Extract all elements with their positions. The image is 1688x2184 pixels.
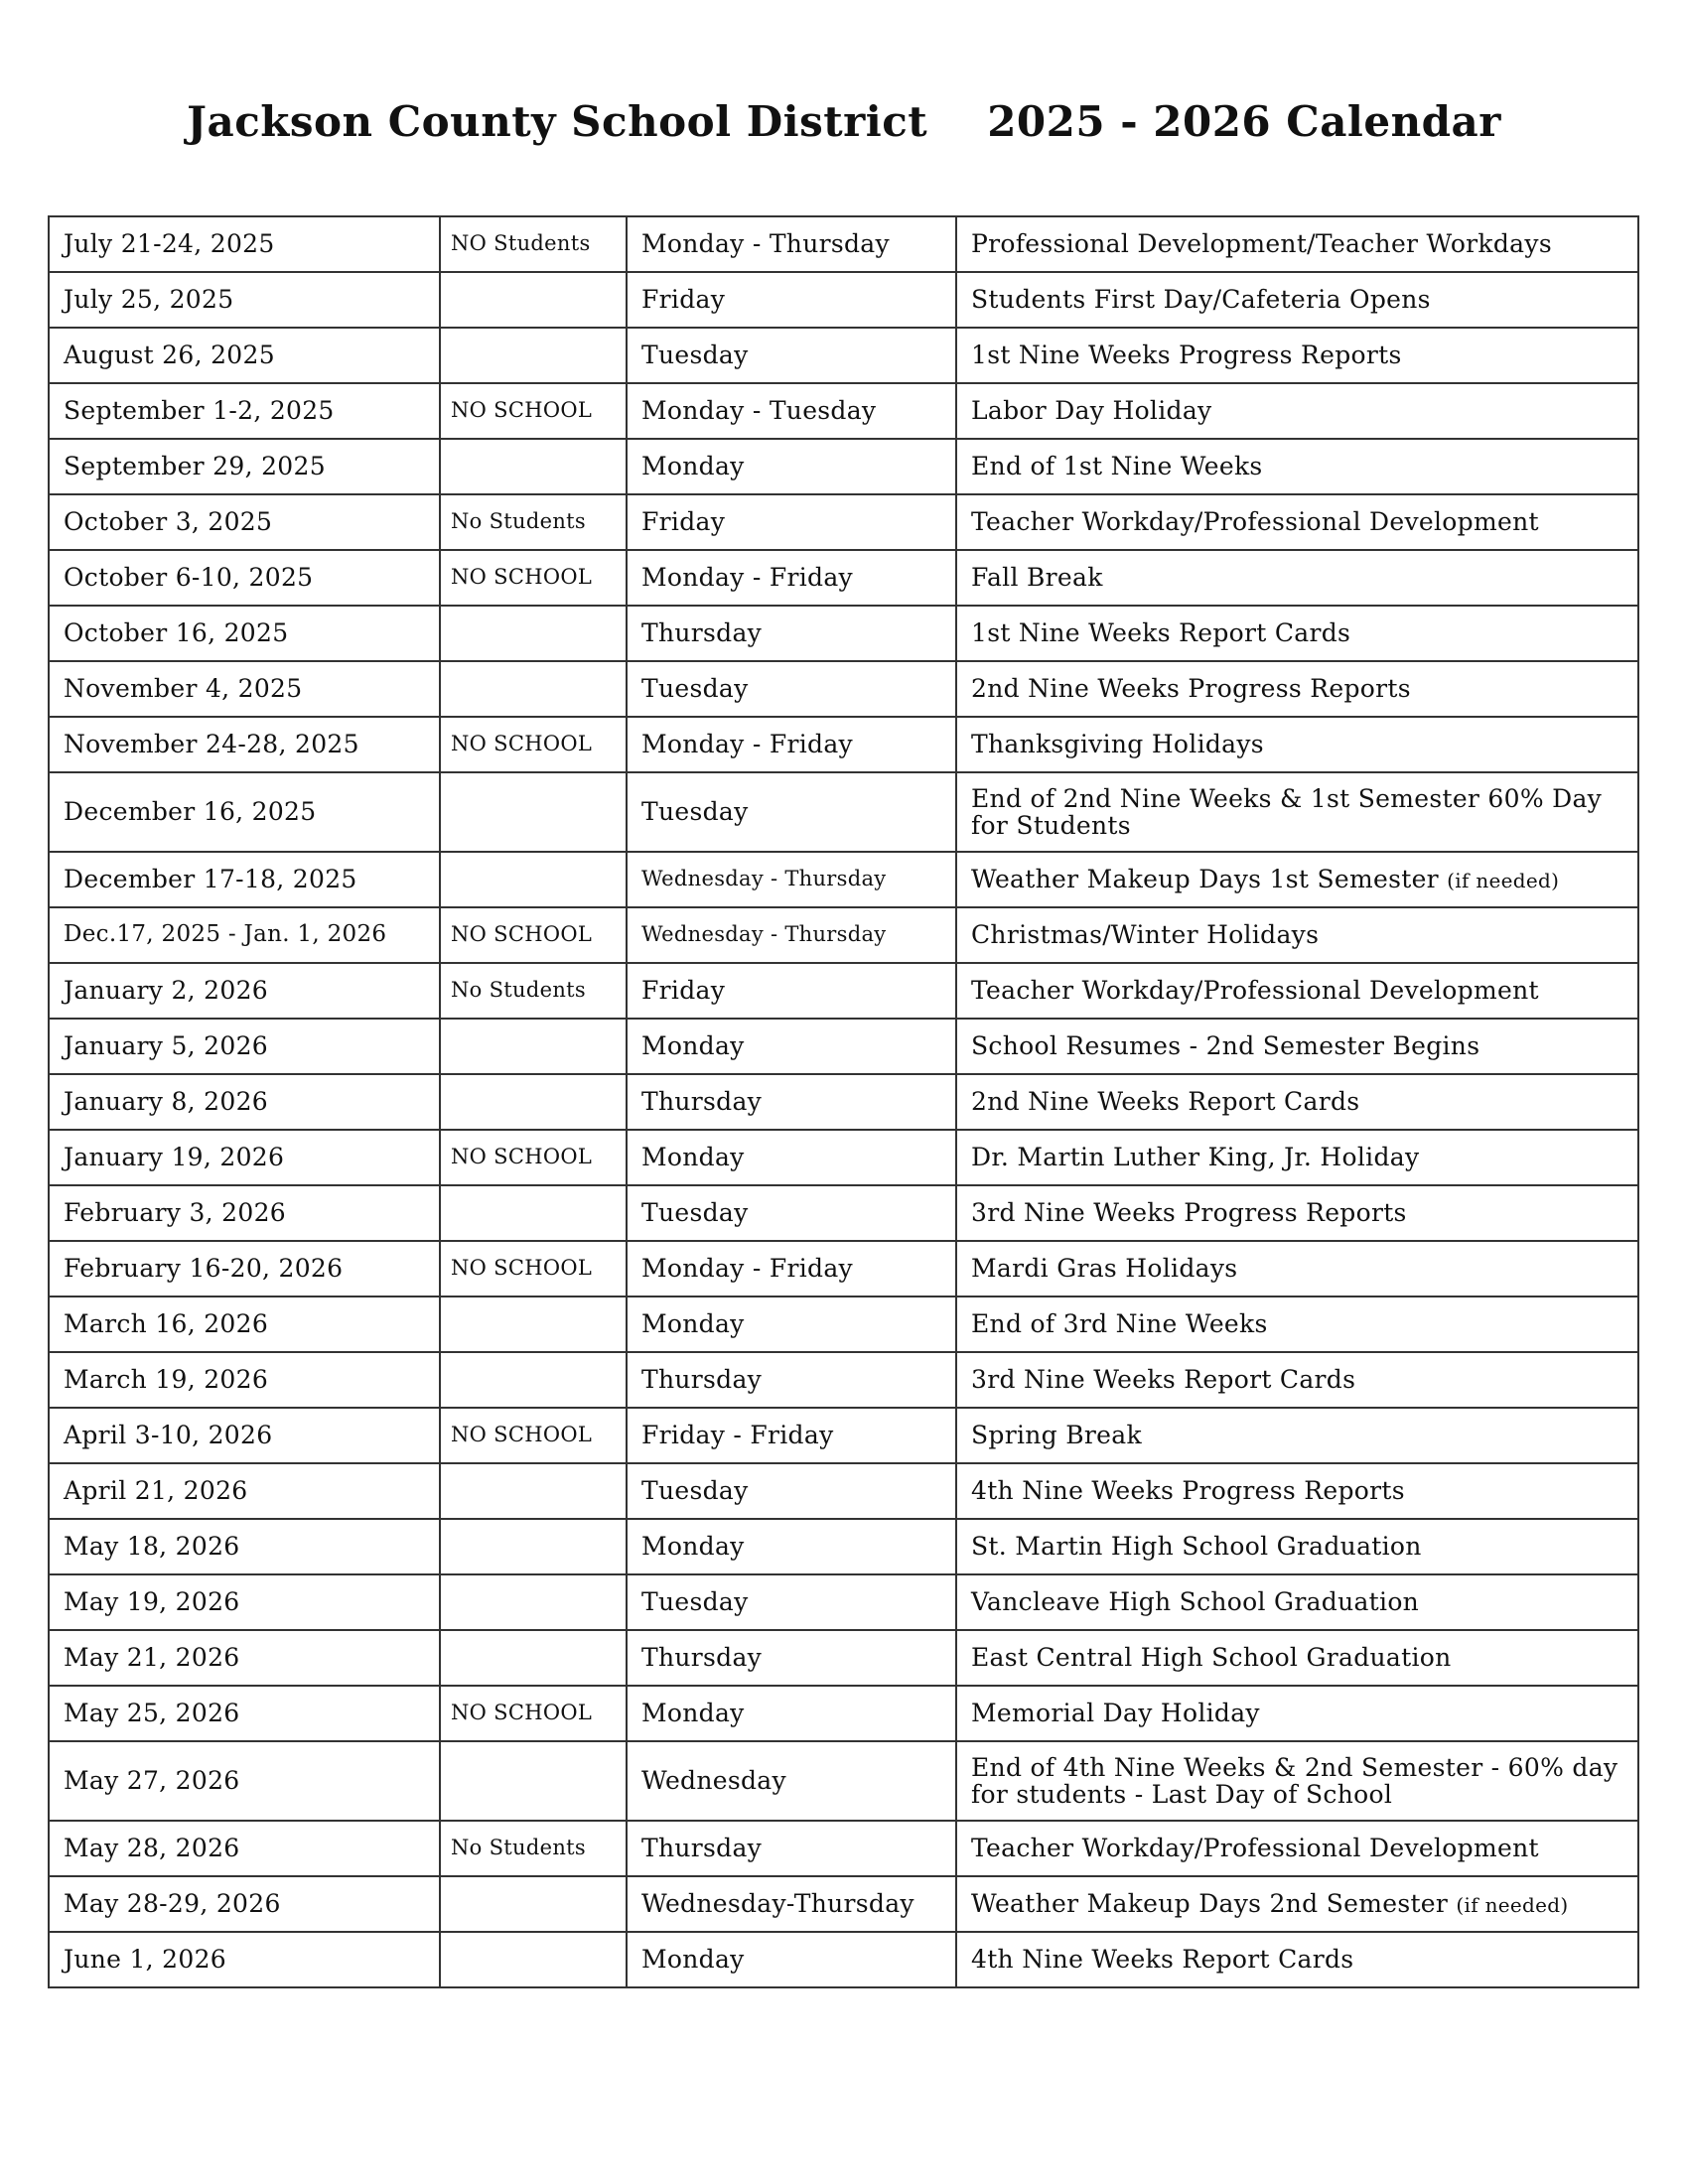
weekday-cell	[627, 717, 956, 772]
status-cell	[440, 1074, 627, 1130]
weekday-cell	[627, 606, 956, 661]
district-name: Jackson County School District	[187, 97, 928, 146]
weekday-cell	[627, 1519, 956, 1574]
table-row	[49, 1408, 1638, 1463]
event-cell-text: Professional Development/Teacher Workdays	[971, 229, 1552, 259]
weekday-cell	[627, 1241, 956, 1297]
event-cell-text: End of 2nd Nine Weeks & 1st Semester 60% Day for Students	[971, 783, 1603, 840]
event-cell	[956, 1574, 1638, 1630]
date-cell-text: October 6-10, 2025	[64, 563, 314, 593]
event-cell-text: Dr. Martin Luther King, Jr. Holiday	[971, 1143, 1420, 1172]
event-cell-text: School Resumes - 2nd Semester Begins	[971, 1031, 1480, 1061]
date-cell	[49, 1821, 440, 1876]
event-cell	[956, 1463, 1638, 1519]
weekday-cell-text: Monday - Friday	[641, 730, 853, 759]
weekday-cell-text: Monday	[641, 1699, 745, 1728]
event-cell-text: Memorial Day Holiday	[971, 1699, 1260, 1728]
event-cell-text: 4th Nine Weeks Progress Reports	[971, 1476, 1405, 1506]
status-cell	[440, 1686, 627, 1741]
status-cell	[440, 963, 627, 1019]
table-row	[49, 1463, 1638, 1519]
event-cell-text: Weather Makeup Days 2nd Semester	[971, 1889, 1457, 1919]
weekday-cell	[627, 1297, 956, 1352]
weekday-cell-text: Wednesday	[641, 1766, 786, 1796]
event-cell	[956, 1686, 1638, 1741]
event-cell	[956, 272, 1638, 328]
weekday-cell	[627, 1408, 956, 1463]
event-cell	[956, 963, 1638, 1019]
event-cell	[956, 383, 1638, 439]
status-cell	[440, 1185, 627, 1241]
date-cell-text: April 21, 2026	[64, 1476, 248, 1506]
weekday-cell-text: Thursday	[641, 618, 763, 648]
date-cell-text: February 3, 2026	[64, 1198, 286, 1228]
table-row	[49, 606, 1638, 661]
table-row	[49, 439, 1638, 494]
date-cell	[49, 383, 440, 439]
date-cell-text: May 19, 2026	[64, 1587, 240, 1617]
table-row	[49, 1519, 1638, 1574]
date-cell	[49, 1463, 440, 1519]
weekday-cell	[627, 1876, 956, 1932]
event-cell	[956, 907, 1638, 963]
weekday-cell	[627, 328, 956, 383]
date-cell	[49, 907, 440, 963]
weekday-cell-text: Tuesday	[641, 797, 749, 827]
status-cell	[440, 717, 627, 772]
weekday-cell	[627, 1741, 956, 1821]
weekday-cell	[627, 1932, 956, 1987]
date-cell-text: July 25, 2025	[64, 285, 234, 315]
status-cell-text: No Students	[451, 509, 586, 534]
table-row	[49, 383, 1638, 439]
date-cell-text: September 1-2, 2025	[64, 396, 335, 426]
event-cell	[956, 550, 1638, 606]
table-row	[49, 550, 1638, 606]
table-row	[49, 1821, 1638, 1876]
event-cell	[956, 1876, 1638, 1932]
weekday-cell-text: Friday	[641, 285, 726, 315]
date-cell	[49, 1932, 440, 1987]
weekday-cell-text: Tuesday	[641, 1476, 749, 1506]
event-cell	[956, 852, 1638, 907]
event-cell	[956, 661, 1638, 717]
status-cell	[440, 772, 627, 852]
date-cell-text: Dec.17, 2025 - Jan. 1, 2026	[64, 921, 387, 948]
event-cell-text: 1st Nine Weeks Report Cards	[971, 618, 1351, 648]
event-note: (if needed)	[1456, 1893, 1569, 1918]
status-cell	[440, 1876, 627, 1932]
event-cell	[956, 1185, 1638, 1241]
status-cell-text: No Students	[451, 978, 586, 1003]
date-cell-text: August 26, 2025	[64, 341, 275, 370]
status-cell-text: NO SCHOOL	[451, 565, 593, 590]
event-cell	[956, 1519, 1638, 1574]
date-cell-text: May 28, 2026	[64, 1834, 240, 1863]
status-cell	[440, 1241, 627, 1297]
status-cell	[440, 1574, 627, 1630]
date-cell	[49, 272, 440, 328]
weekday-cell	[627, 1185, 956, 1241]
weekday-cell	[627, 1574, 956, 1630]
event-cell-text: Christmas/Winter Holidays	[971, 920, 1320, 950]
event-cell	[956, 772, 1638, 852]
weekday-cell-text: Tuesday	[641, 1587, 749, 1617]
date-cell-text: December 17-18, 2025	[64, 865, 357, 894]
event-cell-text: 2nd Nine Weeks Report Cards	[971, 1087, 1360, 1117]
status-cell	[440, 1932, 627, 1987]
weekday-cell-text: Tuesday	[641, 341, 749, 370]
event-cell-text: Mardi Gras Holidays	[971, 1254, 1238, 1284]
event-cell-text: Teacher Workday/Professional Development	[971, 1834, 1539, 1863]
date-cell	[49, 1741, 440, 1821]
weekday-cell-text: Monday	[641, 1309, 745, 1339]
date-cell	[49, 494, 440, 550]
weekday-cell-text: Monday	[641, 452, 745, 481]
event-note: (if needed)	[1447, 869, 1560, 893]
table-row	[49, 1686, 1638, 1741]
table-row	[49, 216, 1638, 272]
weekday-cell-text: Tuesday	[641, 674, 749, 704]
weekday-cell	[627, 1352, 956, 1408]
event-cell-text: Teacher Workday/Professional Development	[971, 976, 1539, 1006]
weekday-cell-text: Monday	[641, 1532, 745, 1562]
weekday-cell	[627, 1630, 956, 1686]
event-cell	[956, 1297, 1638, 1352]
weekday-cell-text: Wednesday - Thursday	[641, 922, 887, 947]
date-cell-text: November 24-28, 2025	[64, 730, 359, 759]
event-cell	[956, 1741, 1638, 1821]
status-cell-text: NO SCHOOL	[451, 922, 593, 947]
event-cell-text: 3rd Nine Weeks Report Cards	[971, 1365, 1356, 1395]
weekday-cell-text: Monday	[641, 1143, 745, 1172]
event-cell-text: 2nd Nine Weeks Progress Reports	[971, 674, 1411, 704]
event-cell-text: End of 1st Nine Weeks	[971, 452, 1263, 481]
date-cell	[49, 717, 440, 772]
weekday-cell-text: Friday	[641, 976, 726, 1006]
status-cell	[440, 328, 627, 383]
date-cell	[49, 852, 440, 907]
event-cell-text: End of 3rd Nine Weeks	[971, 1309, 1268, 1339]
calendar-year-title: 2025 - 2026 Calendar	[987, 97, 1501, 146]
status-cell	[440, 1741, 627, 1821]
status-cell	[440, 907, 627, 963]
weekday-cell	[627, 1686, 956, 1741]
table-row	[49, 1241, 1638, 1297]
table-row	[49, 772, 1638, 852]
table-row	[49, 1185, 1638, 1241]
date-cell	[49, 328, 440, 383]
weekday-cell	[627, 550, 956, 606]
table-row	[49, 494, 1638, 550]
date-cell-text: January 19, 2026	[64, 1143, 285, 1172]
status-cell	[440, 494, 627, 550]
status-cell-text: No Students	[451, 1836, 586, 1860]
event-cell	[956, 1630, 1638, 1686]
weekday-cell	[627, 1130, 956, 1185]
date-cell	[49, 1876, 440, 1932]
weekday-cell	[627, 907, 956, 963]
status-cell	[440, 1408, 627, 1463]
status-cell-text: NO Students	[451, 231, 591, 256]
weekday-cell-text: Thursday	[641, 1834, 763, 1863]
date-cell	[49, 1352, 440, 1408]
table-row	[49, 1876, 1638, 1932]
event-cell-text: Fall Break	[971, 563, 1103, 593]
status-cell-text: NO SCHOOL	[451, 1701, 593, 1725]
status-cell	[440, 550, 627, 606]
date-cell	[49, 661, 440, 717]
date-cell	[49, 1408, 440, 1463]
date-cell	[49, 550, 440, 606]
weekday-cell-text: Monday	[641, 1031, 745, 1061]
event-cell	[956, 494, 1638, 550]
status-cell-text: NO SCHOOL	[451, 1423, 593, 1447]
status-cell	[440, 661, 627, 717]
event-cell-text: Thanksgiving Holidays	[971, 730, 1264, 759]
table-row	[49, 1932, 1638, 1987]
event-cell-text: Students First Day/Cafeteria Opens	[971, 285, 1431, 315]
status-cell	[440, 852, 627, 907]
event-cell-text: East Central High School Graduation	[971, 1643, 1452, 1673]
event-cell-text: 4th Nine Weeks Report Cards	[971, 1945, 1354, 1975]
date-cell	[49, 1630, 440, 1686]
date-cell	[49, 1574, 440, 1630]
date-cell	[49, 1074, 440, 1130]
date-cell	[49, 1185, 440, 1241]
date-cell	[49, 1019, 440, 1074]
date-cell-text: January 5, 2026	[64, 1031, 268, 1061]
event-cell	[956, 439, 1638, 494]
status-cell-text: NO SCHOOL	[451, 1256, 593, 1281]
weekday-cell-text: Friday	[641, 507, 726, 537]
status-cell	[440, 1821, 627, 1876]
date-cell-text: September 29, 2025	[64, 452, 326, 481]
event-cell	[956, 1408, 1638, 1463]
date-cell-text: October 3, 2025	[64, 507, 273, 537]
weekday-cell-text: Monday - Friday	[641, 1254, 853, 1284]
date-cell-text: January 2, 2026	[64, 976, 268, 1006]
calendar-table	[48, 215, 1639, 1988]
date-cell-text: May 27, 2026	[64, 1766, 240, 1796]
date-cell-text: June 1, 2026	[64, 1945, 226, 1975]
date-cell	[49, 216, 440, 272]
date-cell-text: May 18, 2026	[64, 1532, 240, 1562]
weekday-cell	[627, 1074, 956, 1130]
status-cell	[440, 1019, 627, 1074]
event-cell	[956, 1352, 1638, 1408]
weekday-cell	[627, 216, 956, 272]
date-cell-text: July 21-24, 2025	[64, 229, 275, 259]
table-row	[49, 661, 1638, 717]
date-cell-text: December 16, 2025	[64, 797, 317, 827]
event-cell-text: Spring Break	[971, 1421, 1142, 1450]
date-cell-text: March 16, 2026	[64, 1309, 269, 1339]
status-cell	[440, 216, 627, 272]
weekday-cell	[627, 1463, 956, 1519]
table-row	[49, 963, 1638, 1019]
date-cell-text: January 8, 2026	[64, 1087, 268, 1117]
status-cell	[440, 1130, 627, 1185]
event-cell	[956, 328, 1638, 383]
date-cell-text: October 16, 2025	[64, 618, 289, 648]
table-row	[49, 1352, 1638, 1408]
event-cell	[956, 1932, 1638, 1987]
status-cell	[440, 1352, 627, 1408]
weekday-cell	[627, 439, 956, 494]
status-cell	[440, 439, 627, 494]
status-cell-text: NO SCHOOL	[451, 1145, 593, 1169]
status-cell	[440, 272, 627, 328]
date-cell	[49, 606, 440, 661]
table-row	[49, 852, 1638, 907]
event-cell-text: Vancleave High School Graduation	[971, 1587, 1420, 1617]
weekday-cell	[627, 383, 956, 439]
weekday-cell-text: Monday - Thursday	[641, 229, 890, 259]
table-row	[49, 1074, 1638, 1130]
weekday-cell-text: Friday - Friday	[641, 1421, 834, 1450]
weekday-cell	[627, 272, 956, 328]
weekday-cell	[627, 661, 956, 717]
event-cell	[956, 1241, 1638, 1297]
weekday-cell-text: Monday - Friday	[641, 563, 853, 593]
date-cell-text: March 19, 2026	[64, 1365, 269, 1395]
table-row	[49, 907, 1638, 963]
weekday-cell	[627, 772, 956, 852]
event-cell	[956, 1019, 1638, 1074]
weekday-cell-text: Monday	[641, 1945, 745, 1975]
date-cell	[49, 1519, 440, 1574]
weekday-cell-text: Thursday	[641, 1643, 763, 1673]
date-cell-text: May 21, 2026	[64, 1643, 240, 1673]
table-row	[49, 717, 1638, 772]
weekday-cell-text: Thursday	[641, 1365, 763, 1395]
table-row	[49, 1019, 1638, 1074]
date-cell-text: November 4, 2025	[64, 674, 303, 704]
status-cell	[440, 1297, 627, 1352]
table-row	[49, 1297, 1638, 1352]
date-cell-text: April 3-10, 2026	[64, 1421, 273, 1450]
status-cell-text: NO SCHOOL	[451, 732, 593, 756]
event-cell	[956, 1130, 1638, 1185]
table-row	[49, 328, 1638, 383]
date-cell-text: February 16-20, 2026	[64, 1254, 344, 1284]
weekday-cell-text: Wednesday-Thursday	[641, 1889, 914, 1919]
date-cell	[49, 1686, 440, 1741]
weekday-cell	[627, 494, 956, 550]
event-cell	[956, 606, 1638, 661]
event-cell	[956, 216, 1638, 272]
date-cell	[49, 1297, 440, 1352]
status-cell	[440, 1630, 627, 1686]
page-title	[0, 97, 1688, 146]
event-cell-text: 1st Nine Weeks Progress Reports	[971, 341, 1402, 370]
date-cell-text: May 28-29, 2026	[64, 1889, 281, 1919]
event-cell	[956, 1074, 1638, 1130]
weekday-cell	[627, 1821, 956, 1876]
event-cell-text: Labor Day Holiday	[971, 396, 1212, 426]
status-cell	[440, 383, 627, 439]
event-cell-text: 3rd Nine Weeks Progress Reports	[971, 1198, 1407, 1228]
table-row	[49, 1741, 1638, 1821]
event-cell	[956, 1821, 1638, 1876]
event-cell-text: St. Martin High School Graduation	[971, 1532, 1422, 1562]
table-row	[49, 272, 1638, 328]
status-cell	[440, 1519, 627, 1574]
status-cell	[440, 1463, 627, 1519]
event-cell-text: Teacher Workday/Professional Development	[971, 507, 1539, 537]
date-cell	[49, 1130, 440, 1185]
date-cell	[49, 1241, 440, 1297]
date-cell	[49, 772, 440, 852]
weekday-cell-text: Tuesday	[641, 1198, 749, 1228]
event-cell-text: End of 4th Nine Weeks & 2nd Semester - 60% day for students - Last Day of School	[971, 1752, 1618, 1809]
date-cell	[49, 963, 440, 1019]
event-cell-text: Weather Makeup Days 1st Semester	[971, 865, 1448, 894]
status-cell	[440, 606, 627, 661]
weekday-cell	[627, 1019, 956, 1074]
table-row	[49, 1130, 1638, 1185]
weekday-cell-text: Wednesday - Thursday	[641, 867, 887, 891]
date-cell-text: May 25, 2026	[64, 1699, 240, 1728]
weekday-cell-text: Thursday	[641, 1087, 763, 1117]
table-row	[49, 1630, 1638, 1686]
event-cell	[956, 717, 1638, 772]
weekday-cell	[627, 852, 956, 907]
date-cell	[49, 439, 440, 494]
weekday-cell-text: Monday - Tuesday	[641, 396, 877, 426]
table-row	[49, 1574, 1638, 1630]
status-cell-text: NO SCHOOL	[451, 398, 593, 423]
weekday-cell	[627, 963, 956, 1019]
